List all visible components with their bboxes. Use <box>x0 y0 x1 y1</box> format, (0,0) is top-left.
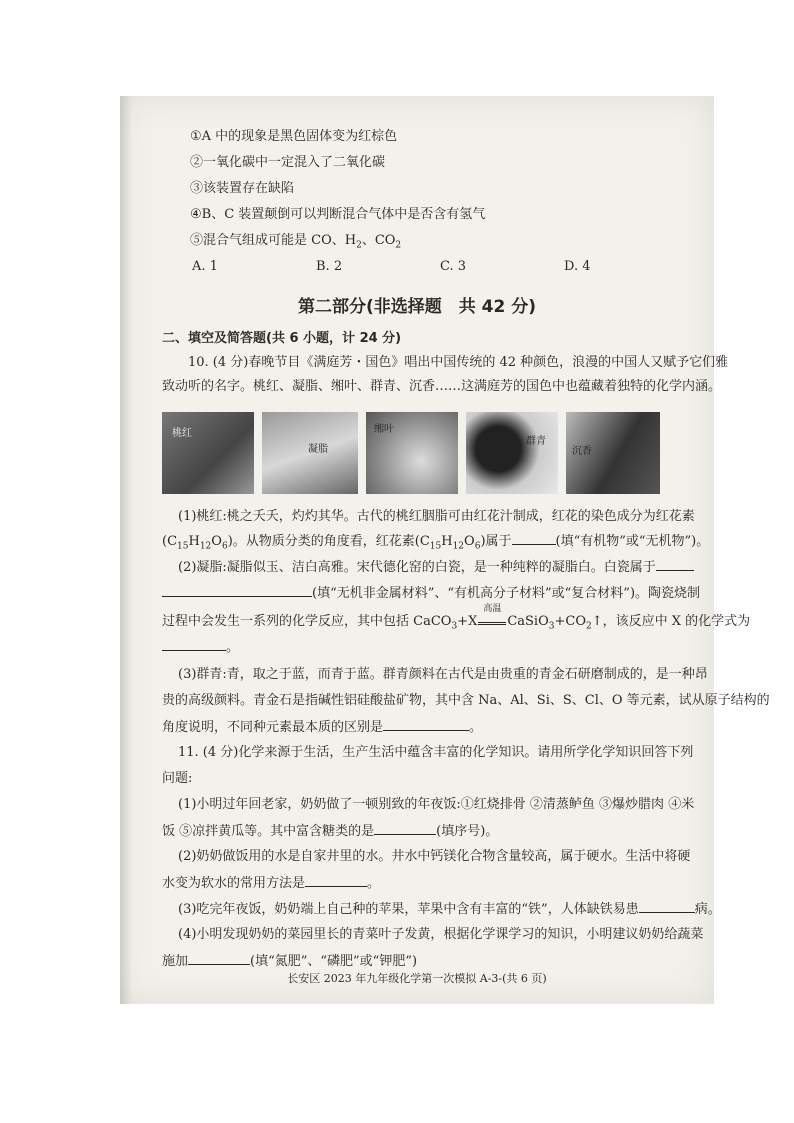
option-3: ③该装置存在缺陷 <box>190 181 295 196</box>
photo-taohong: 桃红 <box>162 412 254 494</box>
photo-xiangye: 缃叶 <box>366 412 458 494</box>
q11-p1-line1: (1)小明过年回老家，奶奶做了一顿别致的年夜饭:①红烧排骨 ②清蒸鲈鱼 ③爆炒腊肉 ④米 <box>178 797 695 812</box>
q10-p1-line2: $(C_{15}H_{12}O_6)$。从物质分类的角度看，红花素$(C_{15}H_{12}O_6)$属于 (填“有机物”或“无机物”)。 <box>162 534 710 552</box>
photo-qunqing: 群青 <box>466 412 558 494</box>
option-1: ①A 中的现象是黑色固体变为红棕色 <box>190 129 398 144</box>
q11-p4-line1: (4)小明发现奶奶的菜园里长的青菜叶子发黄，根据化学课学习的知识，小明建议奶奶给蔬菜 <box>178 927 704 942</box>
q10-p3-line3: 角度说明，不同种元素最本质的区别是 。 <box>162 720 483 735</box>
q10-line1: 10. (4 分)春晚节目《满庭芳・国色》唱出中国传统的 42 种颜色，浪漫的中国人又赋予它们雅 <box>188 355 729 370</box>
q11-p1-line2: 饭 ⑤凉拌黄瓜等。其中富含糖类的是 (填序号)。 <box>162 824 499 839</box>
option-5: ⑤混合气组成可能是 CO、$H_2$、$CO_2$ <box>190 233 402 251</box>
q11-p4-line2: 施加 (填“氮肥”、“磷肥”或“钾肥”) <box>162 954 418 969</box>
q11-line2: 问题: <box>162 771 193 786</box>
q10-p2-blank-b[interactable] <box>162 584 312 597</box>
option-2: ②一氧化碳中一定混入了二氧化碳 <box>190 155 386 170</box>
answer-d: D. 4 <box>564 259 591 274</box>
q10-p2-blank-a[interactable] <box>656 558 694 571</box>
answer-a: A. 1 <box>192 259 218 274</box>
q11-p3-blank[interactable] <box>639 900 695 913</box>
page-footer: 长安区 2023 年九年级化学第一次模拟 A-3-(共 6 页) <box>287 972 547 985</box>
section-heading: 二、填空及简答题(共 6 小题，计 24 分) <box>162 331 402 346</box>
q10-p2-line3: 过程中会发生一系列的化学反应，其中包括 CaCO$_3$+X 高温 $CaSiO_3+CO_2↑$，该反应中 X 的化学式为 <box>162 604 751 632</box>
answer-b: B. 2 <box>316 259 343 274</box>
q10-p2-blank-c[interactable] <box>162 638 226 651</box>
q11-p1-blank[interactable] <box>374 822 436 835</box>
photo-ningzhi: 凝脂 <box>262 412 358 494</box>
q10-p3-blank[interactable] <box>383 718 469 731</box>
q11-p3-line1: (3)吃完年夜饭，奶奶端上自己种的苹果，苹果中含有丰富的“铁”，人体缺铁易患 病。 <box>178 902 721 917</box>
q11-p2-line2: 水变为软水的常用方法是 。 <box>162 876 381 891</box>
q10-p2-line4: 。 <box>162 638 239 657</box>
q11-p2-line1: (2)奶奶做饭用的水是自家井里的水。井水中钙镁化合物含量较高，属于硬水。生活中将硬 <box>178 849 691 864</box>
part-title: 第二部分(非选择题 共 42 分) <box>297 297 537 317</box>
exam-page <box>120 96 770 1004</box>
q11-p4-blank[interactable] <box>188 952 250 965</box>
q10-p2-line2: (填“无机非金属材料”、“有机高分子材料”或“复合材料”)。陶瓷烧制 <box>162 584 700 603</box>
q10-p1-answer-blank[interactable] <box>512 532 556 545</box>
q10-p2-line1: (2)凝脂:凝脂似玉、洁白高雅。宋代德化窑的白瓷，是一种纯粹的凝脂白。白瓷属于 <box>178 558 694 577</box>
equation-arrow: 高温 <box>478 612 506 625</box>
answer-c: C. 3 <box>440 259 467 274</box>
q10-p1-line1: (1)桃红:桃之夭夭，灼灼其华。古代的桃红胭脂可由红花汁制成，红花的染色成分为红花素 <box>178 509 695 524</box>
q10-p3-line1: (3)群青:青，取之于蓝，而青于蓝。群青颜料在古代是由贵重的青金石研磨制成的，是一种昂 <box>178 667 708 682</box>
q10-p3-line2: 贵的高级颜料。青金石是指碱性铝硅酸盐矿物，其中含 Na、Al、Si、S、Cl、O 等元素，试从原子结构的 <box>162 693 770 708</box>
option-4: ④B、C 装置颠倒可以判断混合气体中是否含有氢气 <box>190 207 486 222</box>
q11-p2-blank[interactable] <box>305 874 367 887</box>
q11-line1: 11. (4 分)化学来源于生活，生产生活中蕴含丰富的化学知识。请用所学化学知识回答下列 <box>178 745 694 760</box>
photo-chenxiang: 沉香 <box>566 412 660 494</box>
q10-line2: 致动听的名字。桃红、凝脂、缃叶、群青、沉香……这满庭芳的国色中也蕴藏着独特的化学内涵。 <box>162 379 722 394</box>
